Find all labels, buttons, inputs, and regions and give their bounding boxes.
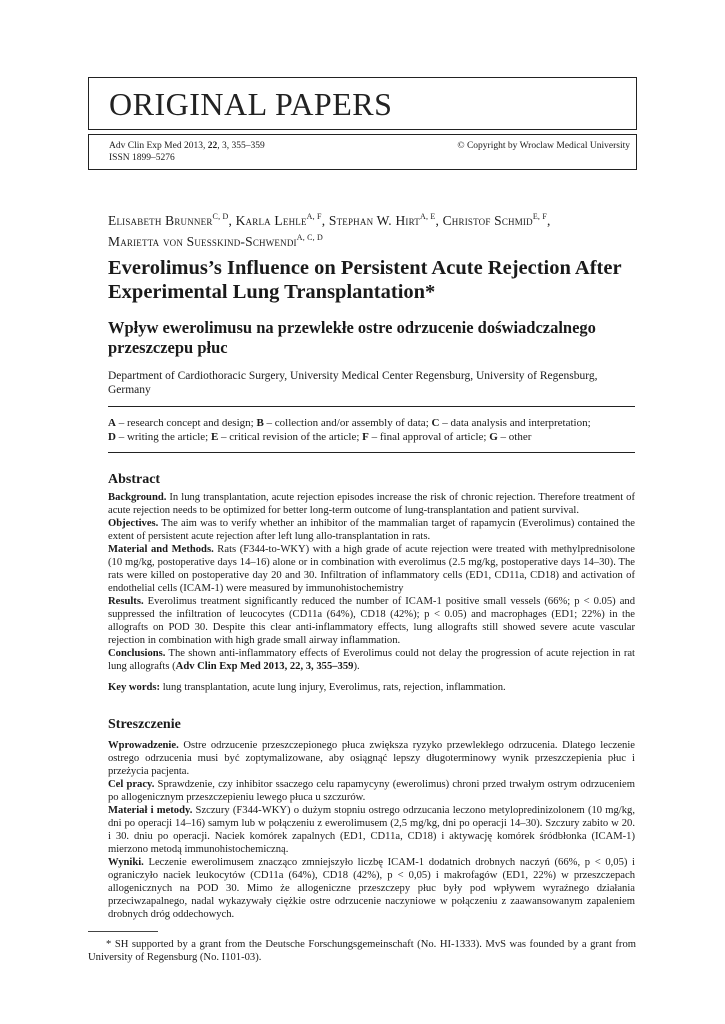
author-roles: A, C, D bbox=[296, 233, 324, 242]
paragraph-text: Everolimus treatment significantly reduced the number of ICAM-1 positive small vessels (66%; p < 0.05) and suppressed the infiltration of leucocytes (CD11a (64%), CD18 (42%); p < 0.05) and macrophages (ED1; 22%) in the allografts on POD 30. Despite this clear anti-inflammatory effects, lung allografts still showed severe acute vascular rejection in combination with high grade small airway inflammation. bbox=[108, 596, 635, 646]
paragraph-text: The shown anti-inflammatory effects of Everolimus could not delay the progression of acute rejection in rat lung allografts ( bbox=[108, 648, 635, 672]
paragraph-text: ). bbox=[353, 661, 360, 672]
paragraph-text: In lung transplantation, acute rejection episodes increase the risk of chronic rejection. Therefore treatment of acute rejection needs to be optimized for better long-term outcome of lung-transplantation and patient survival. bbox=[108, 492, 635, 516]
section-banner bbox=[88, 77, 637, 130]
volume-number: 22 bbox=[207, 141, 218, 151]
paragraph-label: Wyniki. bbox=[108, 857, 144, 868]
banner-title: ORIGINAL PAPERS bbox=[109, 86, 393, 122]
paragraph-label: Results. bbox=[108, 596, 144, 607]
author-list: Elisabeth Brunner$^{C, D}$, Karla Lehle$^{A, F}$, Stephan W. Hirt$^{A, E}$, Christof Schmid$^{E, F}$, Marietta von Suesskind-Schwendi$^{A, C, D}$ bbox=[108, 212, 551, 249]
paragraph bbox=[108, 595, 635, 647]
paragraph-text: Rats (F344-to-WKY) with a high grade of acute rejection were treated with methylprednisolone (10 mg/kg, postoperative days 14–16) alone or in combination with everolimus (2.5 mg/kg, postoperative days 14–30). The rats were killed on postoperative day 20 and 30. Infiltration of inflammatory cells (ED1, CD11a, CD18) and activation of endothelial cells (ICAM-1) were measured by immunohistochemistry bbox=[108, 544, 635, 594]
citation: Adv Clin Exp Med 2013, 22, 3, 355–359 bbox=[175, 661, 354, 672]
contribution-key: C bbox=[431, 417, 440, 429]
journal-info-box bbox=[88, 134, 637, 170]
contribution-key: B bbox=[256, 417, 264, 429]
contribution-key: E bbox=[210, 430, 219, 443]
contribution-key: G bbox=[489, 430, 498, 443]
abstract-body bbox=[108, 491, 635, 694]
paragraph-label: Conclusions. bbox=[108, 648, 166, 659]
streszczenie-heading: Streszczenie bbox=[108, 717, 181, 732]
footnote: * SH supported by a grant from the Deutsche Forschungsgemeinschaft (No. HI-1333). MvS was founded by a grant from University of Regensburg (No. I101-03). bbox=[88, 939, 636, 963]
contribution-text: – other bbox=[497, 430, 532, 443]
affiliation: Department of Cardiothoracic Surgery, University Medical Center Regensburg, University of Regensburg, Germany bbox=[108, 370, 598, 396]
journal-citation bbox=[109, 140, 265, 164]
author-roles: A, F bbox=[306, 212, 322, 221]
paragraph bbox=[108, 647, 635, 673]
journal-line: Adv Clin Exp Med 2013, 22, 3, 355–359 bbox=[109, 141, 265, 151]
keywords-label: Key words: bbox=[108, 682, 161, 693]
author-roles: E, F bbox=[532, 212, 547, 221]
contribution-key: F bbox=[362, 430, 369, 443]
paragraph bbox=[108, 543, 635, 595]
paragraph bbox=[108, 804, 635, 856]
paragraph-text: Szczury (F344-WKY) o dużym stopniu ostrego odrzucania leczono metylopredinizolonem (10 mg/kg, dni po operacji 14–16) samym lub w połączeniu z ewerolimusem (2,5 mg/kg, dni po operacji 14–30). Szczury zabito w 20. i 30. dniu po operacji. Naciek komórek zapalnych (ED1, CD11a, CD18) i aktywację komórek śródbłonka (ICAM-1) mierzono metodą immunohistochemiczną. bbox=[108, 805, 635, 855]
author-name: Stephan W. Hirt bbox=[328, 213, 420, 228]
paragraph-label: Wprowadzenie. bbox=[108, 740, 179, 751]
keywords bbox=[108, 681, 635, 694]
paragraph-text: Leczenie ewerolimusem znacząco zmniejszyło liczbę ICAM-1 dodatnich drobnych naczyń (66%, p < 0,05) i ograniczyło naciek leukocytów (CD11a (64%), CD18 (42%), p < 0,05) i makrofagów (ED1, 22%) w przeszczepach allogenicznych na POD 30. Mimo że allogeniczne przeszczepy płuc były pod wpływem wyraźnego działania przeciwzapalnego, nadal wykazywały ciężkie ostre odrzucenie naczyniowe w połączeniu z zaawansowanym zapaleniem drobnych dróg oddechowych. bbox=[108, 857, 635, 920]
paragraph-text: The aim was to verify whether an inhibitor of the mammalian target of rapamycin (Everolimus) contained the extent of persistent acute rejection after left lung allo-transplantation in rats. bbox=[108, 518, 635, 542]
contribution-text: – data analysis and interpretation; bbox=[439, 417, 591, 429]
contribution-key: A bbox=[108, 417, 116, 429]
paragraph-label: Background. bbox=[108, 492, 167, 503]
author-roles: C, D bbox=[212, 212, 229, 221]
paragraph-label: Objectives. bbox=[108, 518, 159, 529]
contribution-legend bbox=[108, 406, 635, 453]
paragraph bbox=[108, 778, 635, 804]
paragraph-label: Materiał i metody. bbox=[108, 805, 193, 816]
issn-line: ISSN 1899–5276 bbox=[109, 153, 175, 163]
paragraph-text: Ostre odrzucenie przeszczepionego płuca zwiększa ryzyko przewlekłego odrzucenia. Dlatego leczenie ostrego odrzucenia musi być zoptymalizowane, aby osiągnąć lepszy długoterminowy wynik przeszczepienia płuc i przeżycia pacjenta. bbox=[108, 740, 635, 777]
author-name: Elisabeth Brunner bbox=[108, 213, 213, 228]
author-roles: A, E bbox=[419, 212, 436, 221]
contribution-text: – final approval of article; bbox=[368, 430, 490, 443]
author-name: Karla Lehle bbox=[235, 213, 307, 228]
keywords-text: lung transplantation, acute lung injury, Everolimus, rats, rejection, inflammation. bbox=[160, 682, 506, 693]
contribution-text: – research concept and design; bbox=[115, 417, 257, 429]
paragraph bbox=[108, 517, 635, 543]
contribution-key: D bbox=[108, 430, 116, 443]
copyright-notice: © Copyright by Wroclaw Medical University bbox=[457, 141, 630, 151]
streszczenie-body bbox=[108, 739, 635, 921]
contribution-text: – critical revision of the article; bbox=[218, 430, 363, 443]
article-title: Everolimus’s Influence on Persistent Acute Rejection After Experimental Lung Transplantation* bbox=[108, 257, 622, 303]
abstract-heading: Abstract bbox=[108, 472, 161, 487]
paragraph-label: Material and Methods. bbox=[108, 544, 214, 555]
article-title-polish: Wpływ ewerolimusu na przewlekłe ostre odrzucenie doświadczalnego przeszczepu płuc bbox=[108, 318, 596, 357]
author-name: Marietta von Suesskind-Schwendi bbox=[108, 234, 297, 249]
footnote-rule bbox=[88, 931, 158, 932]
author-name: Christof Schmid bbox=[442, 213, 533, 228]
paragraph bbox=[108, 739, 635, 778]
paragraph-label: Cel pracy. bbox=[108, 779, 155, 790]
paragraph bbox=[108, 856, 635, 921]
contribution-text: – collection and/or assembly of data; bbox=[263, 417, 432, 429]
contribution-text: – writing the article; bbox=[115, 430, 211, 443]
paragraph-text: Sprawdzenie, czy inhibitor ssaczego celu rapamycyny (ewerolimus) chroni przed trwałym ostrym odrzuceniem po allogenicznym przeszczepieniu lewego płuca u szczurów. bbox=[108, 779, 635, 803]
paragraph bbox=[108, 491, 635, 517]
